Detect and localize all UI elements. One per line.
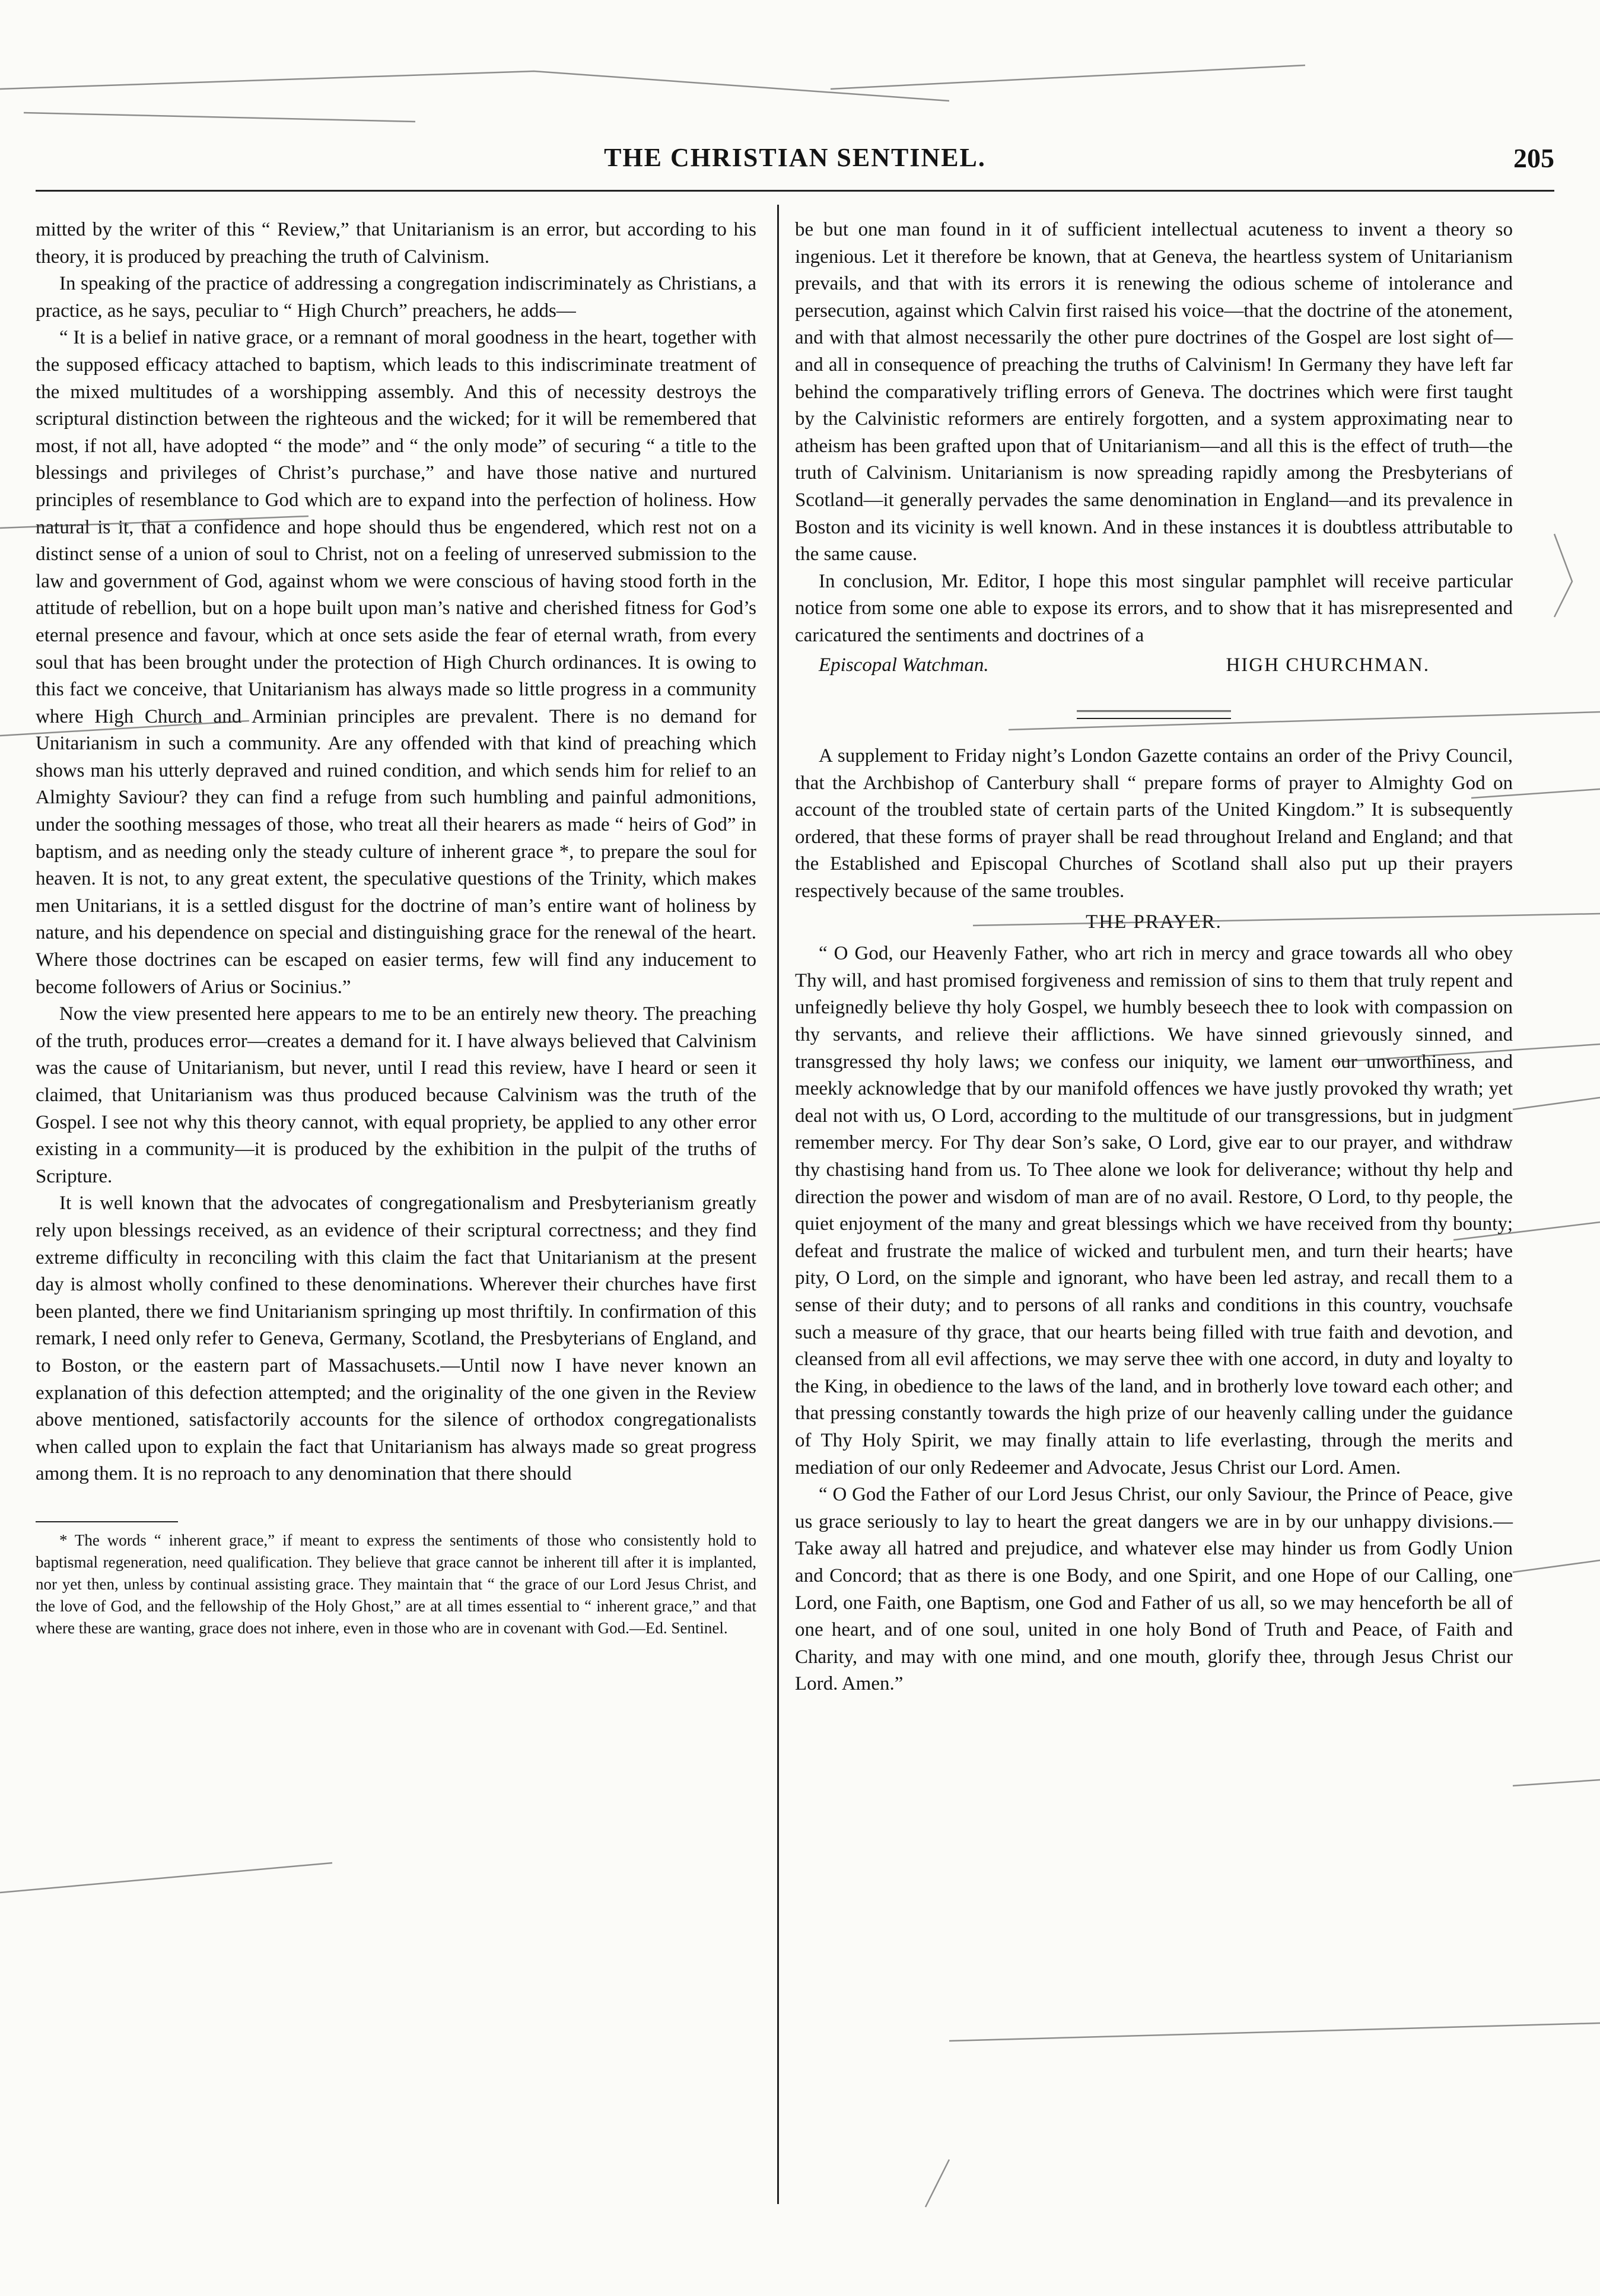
section-ornament [795,700,1513,712]
body-paragraph: mitted by the writer of this “ Review,” that Unitarianism is an error, but according to his theory, it is produced by preaching the truth of Calvinism. [36,219,756,268]
gazette-notice: A supplement to Friday night’s London Gazette contains an order of the Privy Council, that the Archbishop of Canterbury shall “ prepare forms of prayer to Almighty God on account of the troubled state of certain parts of the United Kingdom.” It is subsequently ordered, that these forms of prayer shall be read throughout Ireland and England; and that the Established and Episcopal Churches of Scotland shall also put up their prayers respectively because of the same troubles. [795,745,1513,902]
prayer-heading: THE PRAYER. [1086,911,1222,933]
prayer-paragraph: “ O God the Father of our Lord Jesus Christ, our only Saviour, the Prince of Peace, give us grace seriously to lay to heart the great dangers we are in by our unhappy divisions.—Take away all hatred and prejudice, and whatever else may hinder us from Godly Union and Concord; that as there is one Body, and one Spirit, and one Hope of our Calling, one Lord, one Faith, one Baptism, one God and Father of us all, so we may henceforth be all of one heart, and of one soul, united in one holy Bond of Truth and Peace, of Faith and Charity, and may with one mind, and one mouth, glorify thee, through Jesus Christ our Lord. Amen.” [795,1484,1513,1695]
page-number: 205 [1513,143,1554,173]
body-paragraph: In speaking of the practice of addressing a congregation indiscriminately as Christians, a practice, as he says, peculiar to “ High Church” preachers, he adds— [36,273,756,322]
body-paragraph: be but one man found in it of sufficient intellectual acuteness to invent a theory so ingenious. Let it therefore be known, that at Geneva, the heartless system of Unitarianism prevails, and that with its errors it is renewing the odious scheme of intolerance and persecution, against which Calvin first raised his voice—that the doctrine of the atonement, and with that almost necessarily the other pure doctrines of the Gospel are lost sight of—and all in consequence of preaching the truths of Calvinism! In Germany they have left far behind the comparatively trifling errors of Geneva. The doctrines which were first taught by the Calvinistic reformers are entirely forgotten, and a system approximating near to atheism has been grafted upon that of Unitarianism—and all this is the effect of truth—the truth of Calvinism. Unitarianism is now spreading rapidly among the Presbyterians of Scotland—it generally pervades the same denomination in England—and its prevalence in Boston and its vicinity is well known. And in these instances it is doubtless attributable to the same cause. [795,219,1513,565]
letter-signoff [795,652,1513,679]
header-rule [36,190,1554,192]
left-column [36,217,756,1639]
page-header [36,142,1554,178]
signature-name: HIGH CHURCHMAN. [1226,654,1430,676]
quoted-passage: “ It is a belief in native grace, or a remnant of moral goodness in the heart, together with the supposed efficacy attached to baptism, which leads to this indiscriminate treatment of the mixed multitudes of a worshipping assembly. And this of necessity destroys the scriptural distinction between the righteous and the wicked; for it will be remembered that most, if not all, have adopted “ the mode” and “ the only mode” of securing “ a title to the blessings and privileges of Christ’s purchase,” and have those native and nurtured principles of resemblance to God which are to expand into the perfection of holiness. How natural is it, that a confidence and hope should thus be engendered, which rest not on a distinct sense of a union of soul to Christ, not on a feeling of unreserved submission to the law and government of God, against whom we were conscious of having stood forth in the attitude of rebellion, but on a hope built upon man’s native and cherished fitness for God’s eternal presence and favour, which at once sets aside the fear of eternal wrath, from every soul that has been brought under the protection of High Church ordinances. It is owing to this fact we conceive, that Unitarianism has always made so little progress in a community where High Church and Arminian principles are prevalent. There is no demand for Unitarianism in such a community. Are any offended with that kind of preaching which shows man his utterly depraved and ruined condition, and which sends him for relief to an Almighty Saviour? they can find a refuge from such humbling and painful admonitions, under the soothing messages of those, who treat all their hearers as made “ heirs of God” in baptism, and as needing only the steady culture of inherent grace *, to prepare the soul for heaven. It is not, to any great extent, the speculative questions of the Trinity, which makes men Unitarians, it is a settled disgust for the doctrine of man’s entire want of holiness by nature, and his dependence on special and distinguishing grace for the renewal of the heart. Where those doctrines can be escaped on easier terms, few will find any inducement to become followers of Arius or Socinius.” [36,327,756,998]
signature-pseudonym: Episcopal Watchman. [819,654,989,676]
body-paragraph: It is well known that the advocates of congregationalism and Presbyterianism greatly rely upon blessings received, as an evidence of their scriptural correctness; and they find extreme difficulty in reconciling with this claim the fact that Unitarianism at the present day is almost wholly confined to these denominations. Wherever their churches have first been planted, there we find Unitarianism springing up most thriftily. In confirmation of this remark, I need only refer to Geneva, Germany, Scotland, the Presbyterians of England, and to Boston, or the eastern part of Massachusets.—Until now I have never known an explanation of this defection attempted; and the originality of the one given in the Review above mentioned, satisfactorily accounts for the silence of orthodox congregationalists when called upon to explain the fact that Unitarianism has always made so great progress among them. It is no reproach to any denomination that there should [36,1192,756,1485]
body-paragraph: Now the view presented here appears to me to be an entirely new theory. The preaching of the truth, produces error—creates a demand for it. I have always believed that Calvinism was the cause of Unitarianism, but never, until I read this review, have I heard or seen it claimed, that Unitarianism was thus produced because Calvinism was the truth of the Gospel. I see not why this theory cannot, with equal propriety, be applied to any other error existing in a community—it is produced by the exhibition in the pulpit of the truths of Scripture. [36,1003,756,1187]
column-divider [777,205,779,2204]
prayer-paragraph: “ O God, our Heavenly Father, who art rich in mercy and grace towards all who obey Thy will, and hast promised forgiveness and remission of sins to them that truly repent and unfeignedly believe thy holy Gospel, we humbly beseech thee to look with compassion on thy servants, and relieve their afflictions. We have sinned grievously sinned, and transgressed thy holy laws; we confess our iniquity, we lament our unworthiness, and meekly acknowledge that by our manifold offences we have justly provoked thy wrath; yet deal not with us, O Lord, according to the multitude of our transgressions, but in judgment remember mercy. For Thy dear Son’s sake, O Lord, give ear to our prayer, and withdraw thy chastising hand from us. To Thee alone we look for deliverance; without thy help and direction the power and wisdom of man are of no avail. Restore, O Lord, to thy people, the quiet enjoyment of the many and great blessings which we have received from thy bounty; defeat and frustrate the malice of wicked and turbulent men, and turn their hearts; have pity, O Lord, on the simple and ignorant, who have been led astray, and recall them to a sense of their duty; and to persons of all ranks and conditions in this country, vouchsafe such a measure of thy grace, that our hearts being filled with true faith and devotion, and cleansed from all evil affections, we may serve thee with one accord, in duty and loyalty to the King, in obedience to the laws of the land, and in brotherly love toward each other; and that pressing constantly towards the high prize of our heavenly calling under the guidance of Thy Holy Spirit, we may finally attain to life everlasting, through the merits and mediation of our only Redeemer and Advocate, Jesus Christ our Lord. Amen. [795,943,1513,1478]
right-column [795,217,1513,1698]
body-paragraph: In conclusion, Mr. Editor, I hope this most singular pamphlet will receive particular notice from some one able to expose its errors, and to show that it has misrepresented and caricatured the sentiments and doctrines of a [795,570,1513,646]
footnote: * The words “ inherent grace,” if meant to express the sentiments of those who consistently hold to baptismal regeneration, need qualification. They believe that grace cannot be inherent till after it is implanted, nor yet then, unless by continual assisting grace. They maintain that “ the grace of our Lord Jesus Christ, and the love of God, and the fellowship of the Holy Ghost,” are at all times essential to “ inherent grace,” and that where these are wanting, grace does not inhere, even in those who are in covenant with God.—Ed. Sentinel. [36,1531,756,1637]
footnote-rule [36,1521,178,1522]
running-title: THE CHRISTIAN SENTINEL. [604,143,986,172]
